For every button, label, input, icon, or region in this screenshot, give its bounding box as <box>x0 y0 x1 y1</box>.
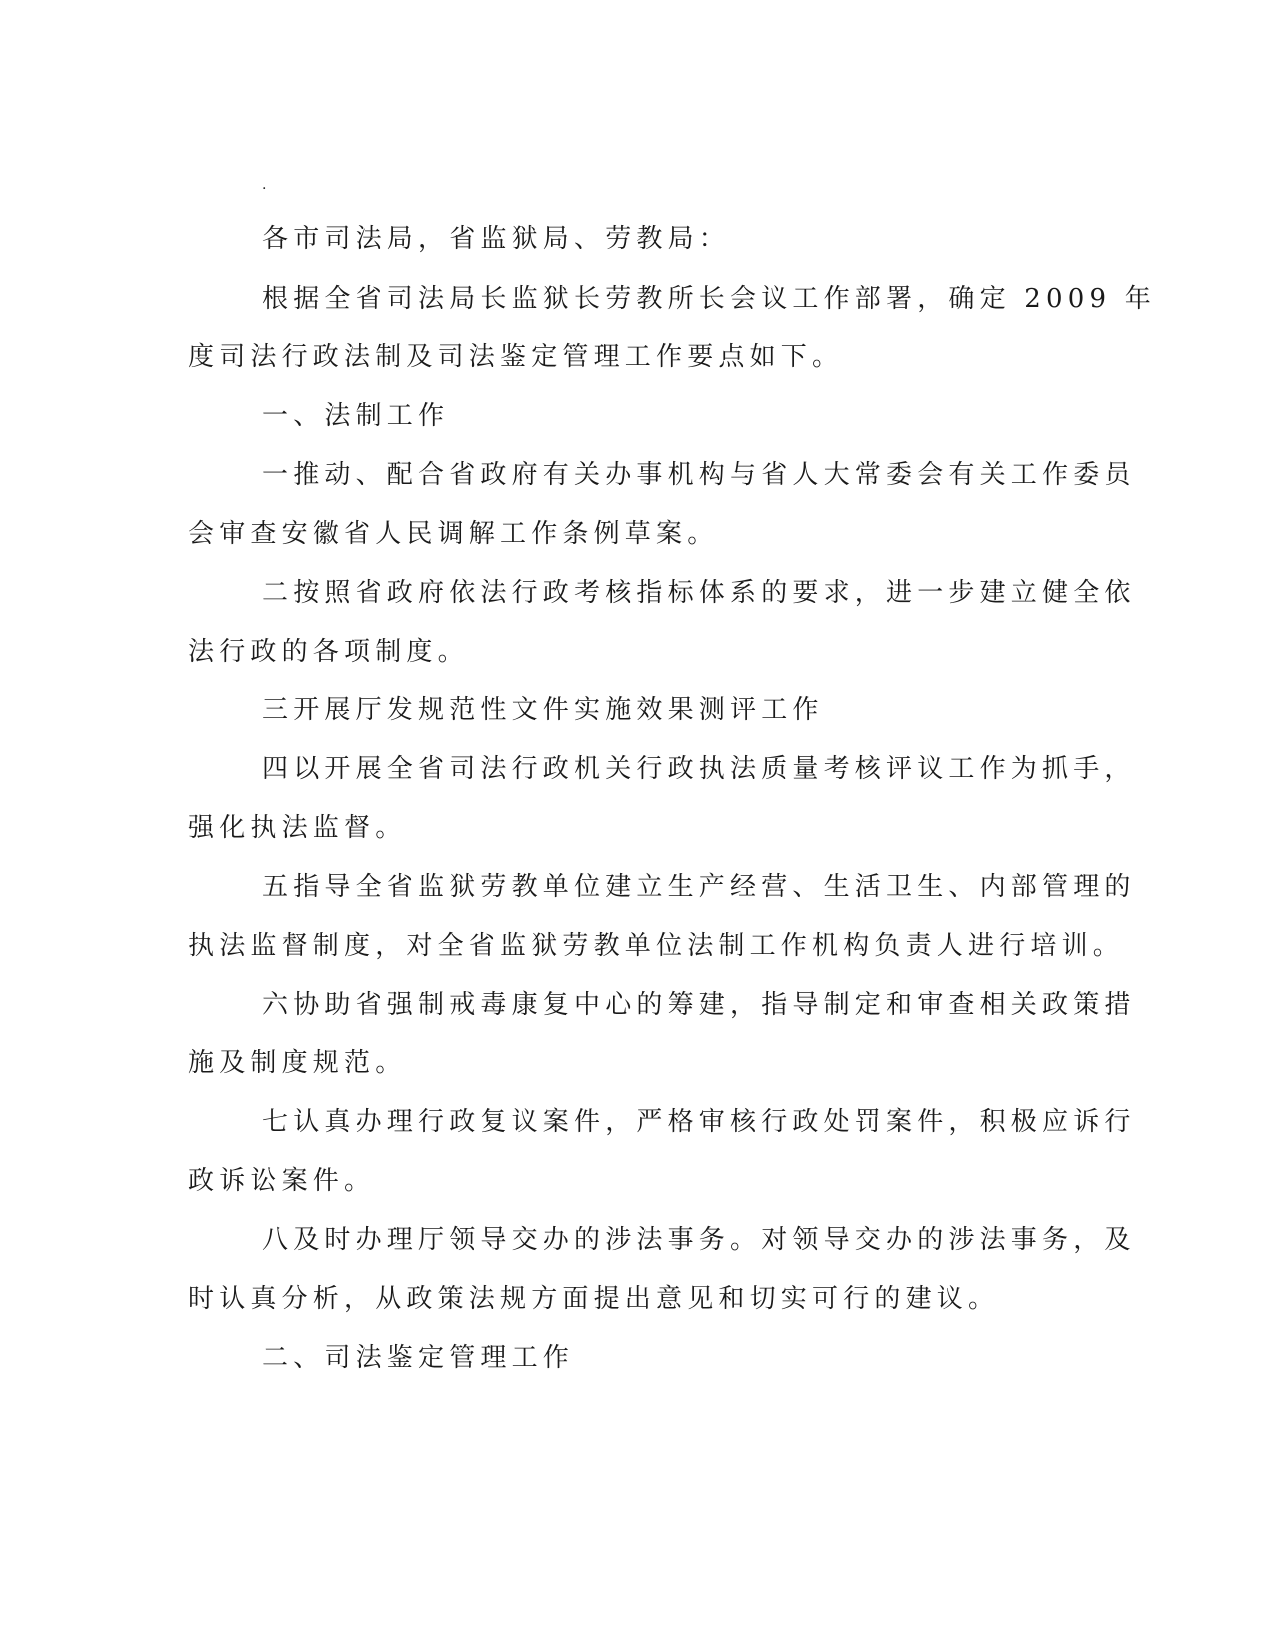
item-1-line-1: 一推动、配合省政府有关办事机构与省人大常委会有关工作委员 <box>262 460 1136 490</box>
item-6-line-2: 施及制度规范。 <box>188 1048 407 1078</box>
item-4-line-2: 强化执法监督。 <box>188 813 407 843</box>
item-3-line-1: 三开展厅发规范性文件实施效果测评工作 <box>262 695 824 725</box>
item-1-line-2: 会审查安徽省人民调解工作条例草案。 <box>188 519 719 549</box>
item-7-line-2: 政诉讼案件。 <box>188 1166 376 1196</box>
section-heading-2: 二、司法鉴定管理工作 <box>262 1343 575 1373</box>
item-8-line-1: 八及时办理厅领导交办的涉法事务。对领导交办的涉法事务，及 <box>262 1225 1136 1255</box>
item-5-line-2: 执法监督制度，对全省监狱劳教单位法制工作机构负责人进行培训。 <box>188 931 1125 961</box>
page-mark: . <box>262 177 267 193</box>
item-7-line-1: 七认真办理行政复议案件，严格审核行政处罚案件，积极应诉行 <box>262 1107 1136 1137</box>
item-2-line-2: 法行政的各项制度。 <box>188 637 469 667</box>
intro-line-2: 度司法行政法制及司法鉴定管理工作要点如下。 <box>188 342 844 372</box>
item-5-line-1: 五指导全省监狱劳教单位建立生产经营、生活卫生、内部管理的 <box>262 872 1136 902</box>
item-2-line-1: 二按照省政府依法行政考核指标体系的要求，进一步建立健全依 <box>262 578 1136 608</box>
intro-line-1: 根据全省司法局长监狱长劳教所长会议工作部署，确定 2009 年 <box>262 284 1156 314</box>
item-6-line-1: 六协助省强制戒毒康复中心的筹建，指导制定和审查相关政策措 <box>262 990 1136 1020</box>
section-heading-1: 一、法制工作 <box>262 401 450 431</box>
item-4-line-1: 四以开展全省司法行政机关行政执法质量考核评议工作为抓手， <box>262 754 1136 784</box>
item-8-line-2: 时认真分析，从政策法规方面提出意见和切实可行的建议。 <box>188 1284 1000 1314</box>
salutation: 各市司法局，省监狱局、劳教局： <box>262 224 731 254</box>
